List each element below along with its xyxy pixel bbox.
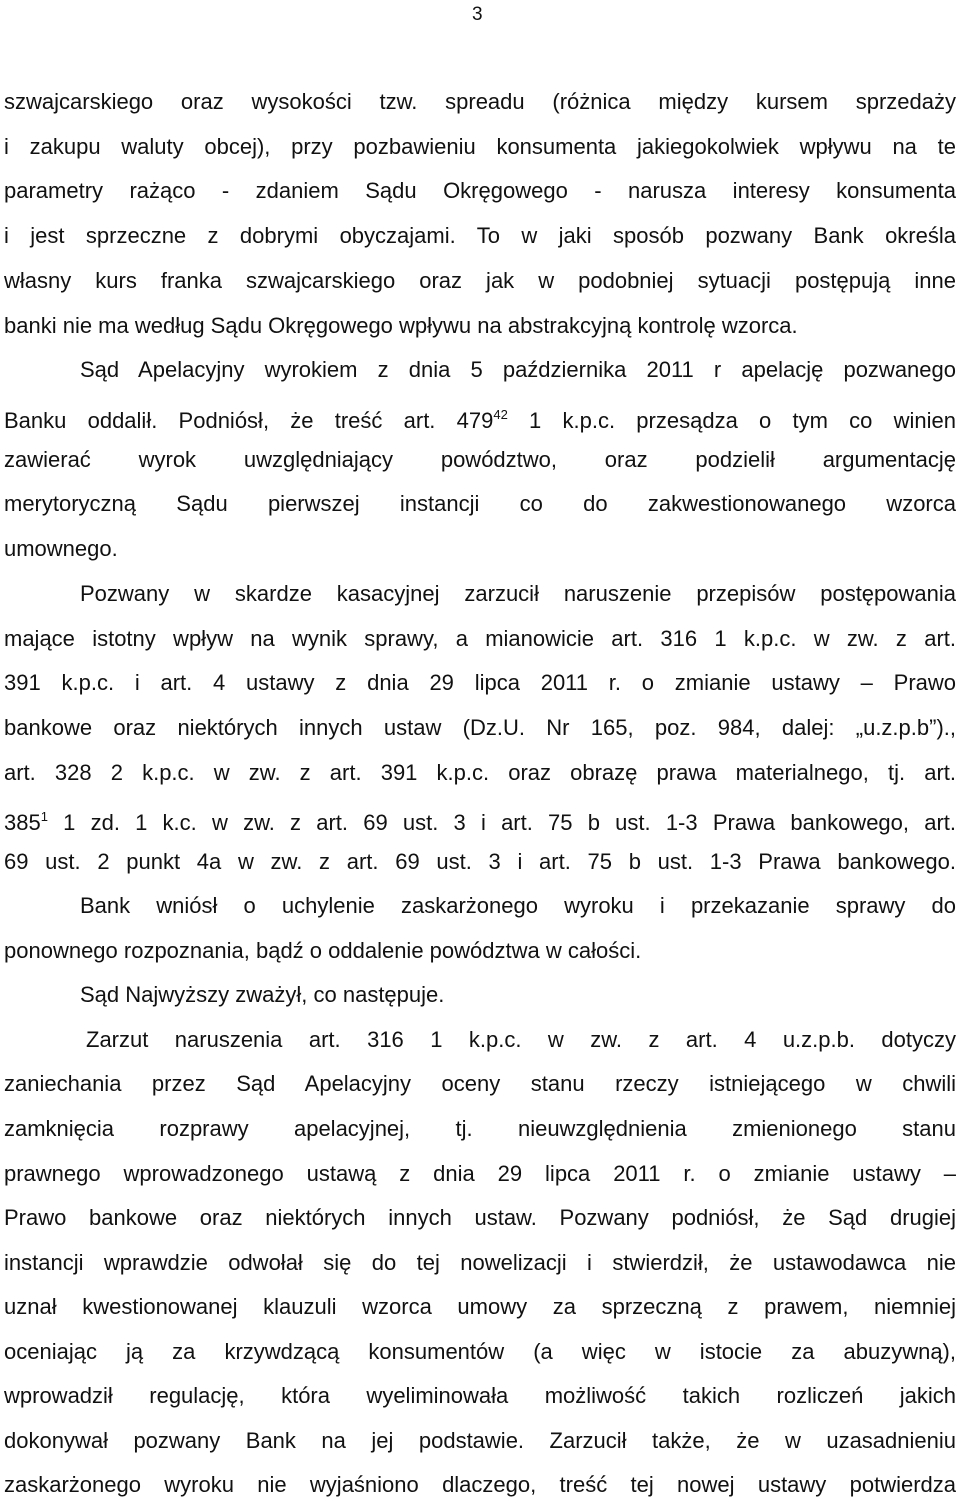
text-segment: 1 zd. 1 k.c. w zw. z art. 69 ust. 3 i art. 75 b ust. 1-3 Prawa bankowego, art.: [47, 810, 956, 835]
text-line: Sąd Apelacyjny wyrokiem z dnia 5 października 2011 r apelację pozwanego: [80, 357, 956, 382]
text-line: [4, 802, 956, 838]
text-line: Zarzut naruszenia art. 316 1 k.p.c. w zw. z art. 4 u.z.p.b. dotyczy: [86, 1027, 956, 1052]
text-line: zaniechania przez Sąd Apelacyjny oceny stanu rzeczy istniejącego w chwili: [4, 1071, 956, 1096]
text-line: merytoryczną Sądu pierwszej instancji co do zakwestionowanego wzorca: [4, 491, 956, 516]
text-line: banki nie ma według Sądu Okręgowego wpływu na abstrakcyjną kontrolę wzorca.: [4, 313, 798, 338]
text-line: Bank wniósł o uchylenie zaskarżonego wyroku i przekazanie sprawy do: [80, 893, 956, 918]
text-line: i zakupu waluty obcej), przy pozbawieniu konsumenta jakiegokolwiek wpływu na te: [4, 134, 956, 159]
text-line: art. 328 2 k.p.c. w zw. z art. 391 k.p.c. oraz obrazę prawa materialnego, tj. art.: [4, 760, 956, 785]
text-line: bankowe oraz niektórych innych ustaw (Dz.U. Nr 165, poz. 984, dalej: „u.z.p.b”).,: [4, 715, 956, 740]
text-segment: Banku oddalił. Podniósł, że treść art. 479: [4, 408, 494, 433]
text-line: umownego.: [4, 536, 118, 561]
text-line: zawierać wyrok uwzględniający powództwo, oraz podzielił argumentację: [4, 447, 956, 472]
text-line: własny kurs franka szwajcarskiego oraz jak w podobniej sytuacji postępują inne: [4, 268, 956, 293]
text-line: Pozwany w skardze kasacyjnej zarzucił naruszenie przepisów postępowania: [80, 581, 956, 606]
text-line: uznał kwestionowanej klauzuli wzorca umowy za sprzeczną z prawem, niemniej: [4, 1294, 956, 1319]
text-line: 391 k.p.c. i art. 4 ustawy z dnia 29 lipca 2011 r. o zmianie ustawy – Prawo: [4, 670, 956, 695]
text-line: [4, 400, 956, 436]
text-line: parametry rażąco - zdaniem Sądu Okręgowego - narusza interesy konsumenta: [4, 178, 956, 203]
text-segment: 1 k.p.c. przesądza o tym co winien: [507, 408, 956, 433]
text-line: instancji wprawdzie odwołał się do tej nowelizacji i stwierdził, że ustawodawca nie: [4, 1250, 956, 1275]
page-number: 3: [472, 4, 483, 25]
superscript: 42: [493, 407, 508, 422]
text-line: prawnego wprowadzonego ustawą z dnia 29 lipca 2011 r. o zmianie ustawy –: [4, 1161, 956, 1186]
text-segment: 385: [4, 810, 41, 835]
text-line: Prawo bankowe oraz niektórych innych ustaw. Pozwany podniósł, że Sąd drugiej: [4, 1205, 956, 1230]
text-line: oceniając ją za krzywdzącą konsumentów (a więc w istocie za abuzywną),: [4, 1339, 956, 1364]
text-line: Sąd Najwyższy zważył, co następuje.: [80, 982, 445, 1007]
text-line: mające istotny wpływ na wynik sprawy, a mianowicie art. 316 1 k.p.c. w zw. z art.: [4, 626, 956, 651]
text-line: i jest sprzeczne z dobrymi obyczajami. To w jaki sposób pozwany Bank określa: [4, 223, 956, 248]
text-line: zamknięcia rozprawy apelacyjnej, tj. nieuwzględnienia zmienionego stanu: [4, 1116, 956, 1141]
text-line: ponownego rozpoznania, bądź o oddalenie powództwa w całości.: [4, 938, 642, 963]
text-line: 69 ust. 2 punkt 4a w zw. z art. 69 ust. 3 i art. 75 b ust. 1-3 Prawa bankowego.: [4, 849, 956, 874]
text-line: dokonywał pozwany Bank na jej podstawie. Zarzucił także, że w uzasadnieniu: [4, 1428, 956, 1453]
text-line: szwajcarskiego oraz wysokości tzw. spreadu (różnica między kursem sprzedaży: [4, 89, 956, 114]
text-line: zaskarżonego wyroku nie wyjaśniono dlaczego, treść tej nowej ustawy potwierdza: [4, 1472, 956, 1497]
superscript: 1: [40, 809, 48, 824]
text-line: wprowadził regulację, która wyeliminowała możliwość takich rozliczeń jakich: [4, 1383, 956, 1408]
